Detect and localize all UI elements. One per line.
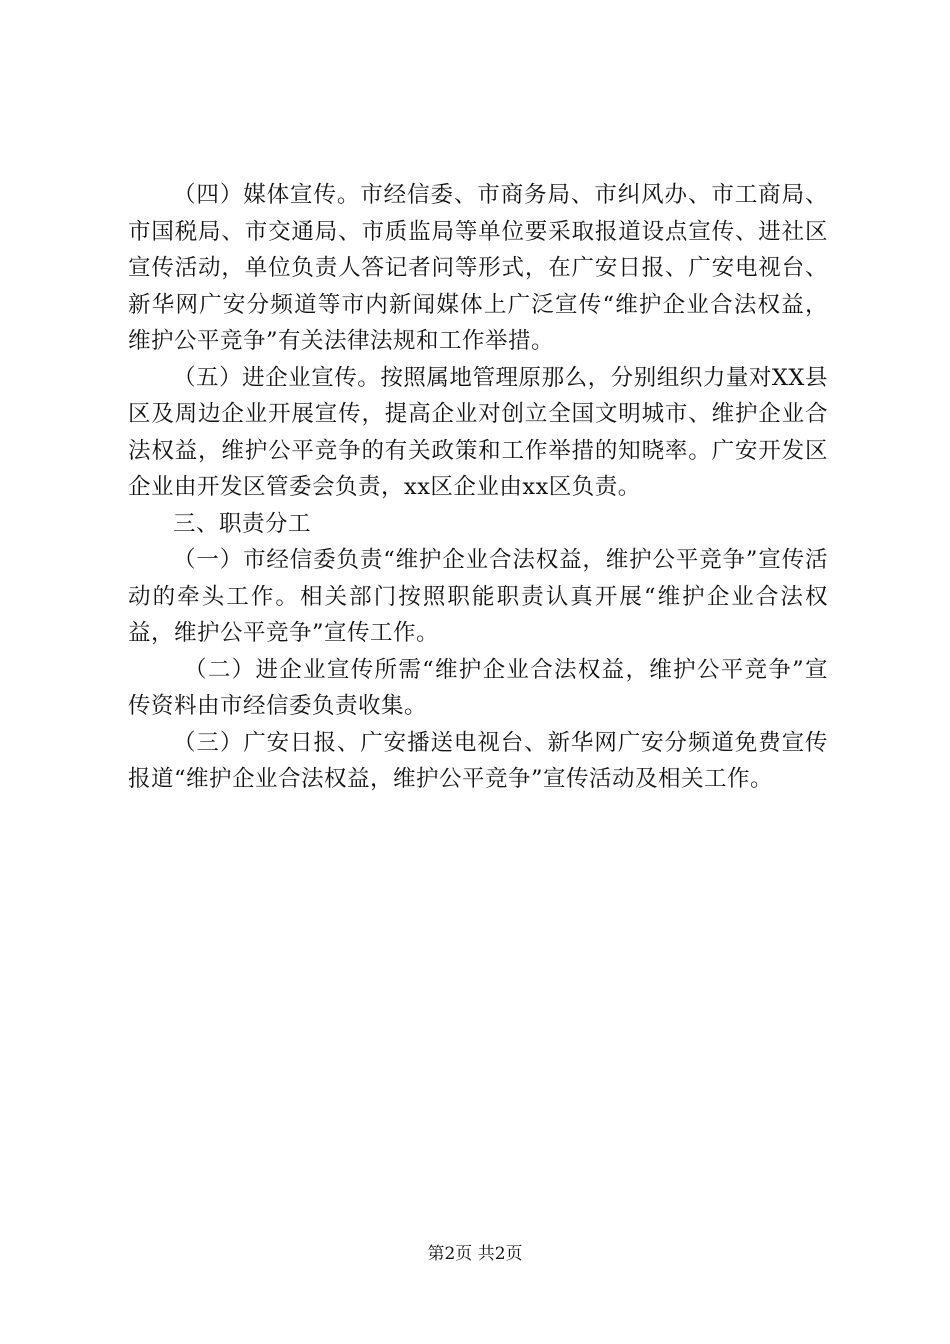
paragraph-enterprise-publicity: （五）进企业宣传。按照属地管理原那么，分别组织力量对XX县区及周边企业开展宣传，提高企业对创立全国文明城市、维护企业合法权益，维护公平竞争的有关政策和工作举措的知晓率。广安开发区企业由开发区管委会负责，xx区企业由xx区负责。: [128, 364, 828, 500]
section-heading-responsibilities: 三、职责分工: [173, 510, 312, 537]
paragraph-media-publicity: （四）媒体宣传。市经信委、市商务局、市纠风办、市工商局、市国税局、市交通局、市质监局等单位要采取报道设点宣传、进社区宣传活动，单位负责人答记者问等形式，在广安日报、广安电视台、新华网广安分频道等市内新闻媒体上广泛宣传“维护企业合法权益，维护公平竞争”有关法律法规和工作举措。: [128, 182, 828, 354]
paragraph-responsibility-two: （二）进企业宣传所需“维护企业合法权益，维护公平竞争”宣传资料由市经信委负责收集。: [128, 656, 828, 719]
paragraph-responsibility-three: （三）广安日报、广安播送电视台、新华网广安分频道免费宣传报道“维护企业合法权益，维护公平竞争”宣传活动及相关工作。: [128, 729, 828, 792]
paragraph-responsibility-one: （一）市经信委负责“维护企业合法权益，维护公平竞争”宣传活动的牵头工作。相关部门按照职能职责认真开展“维护企业合法权益，维护公平竞争”宣传工作。: [128, 547, 828, 646]
document-body: [128, 177, 828, 798]
page-number-footer: 第2页 共2页: [427, 1244, 523, 1264]
